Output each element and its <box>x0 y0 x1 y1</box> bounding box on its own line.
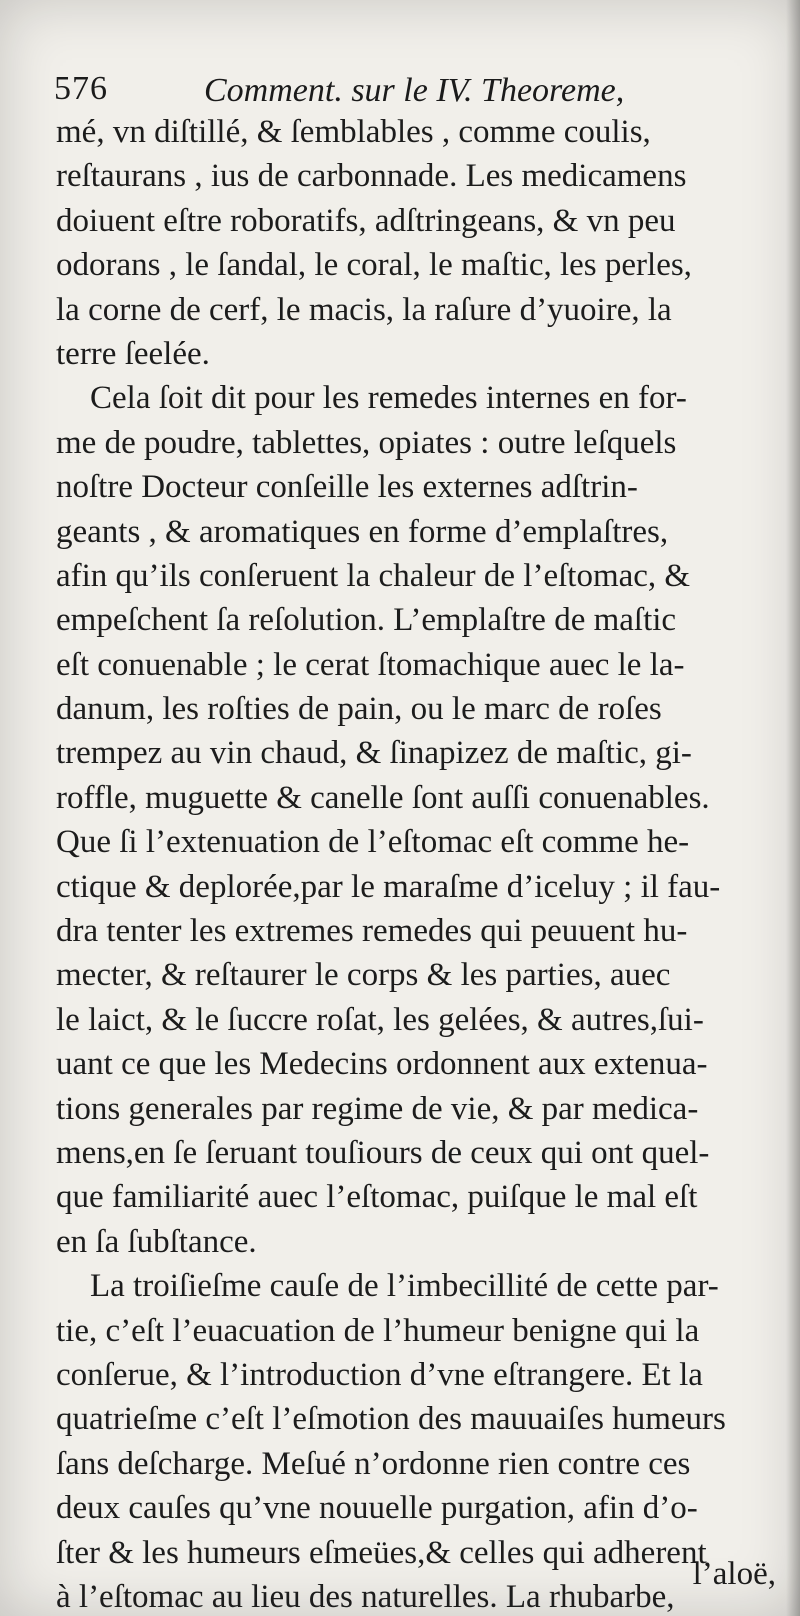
text-line: deux cauſes qu’vne nouuelle purgation, afin d’o- <box>56 1490 698 1527</box>
text-line: roffle, muguette & canelle ſont auſſi conuenables. <box>56 779 710 816</box>
text-line: noſtre Docteur conſeille les externes adſtrin- <box>56 469 638 506</box>
text-line: la corne de cerf, le macis, la raſure d’yuoire, la <box>56 291 672 328</box>
catchword: l’aloë, <box>692 1556 776 1592</box>
text-line: uant ce que les Medecins ordonnent aux extenua- <box>56 1046 708 1083</box>
text-line: doiuent eſtre roboratifs, adſtringeans, & vn peu <box>56 202 676 239</box>
text-line: le laict, & le ſuccre roſat, les gelées, & autres,ſui- <box>56 1001 704 1038</box>
text-line: terre ſeelée. <box>56 335 210 372</box>
text-line: empeſchent ſa reſolution. L’emplaſtre de maſtic <box>56 602 677 639</box>
text-line: conſerue, & l’introduction d’vne eſtrangere. Et la <box>56 1356 703 1393</box>
page-header <box>54 70 774 110</box>
running-head: Comment. sur le IV. Theoreme, <box>204 72 625 109</box>
text-line: que familiarité auec l’eſtomac, puiſque le mal eſt <box>56 1179 698 1216</box>
body-text <box>56 110 780 1616</box>
text-line: tions generales par regime de vie, & par medica- <box>56 1090 699 1127</box>
text-line: mecter, & reſtaurer le corps & les parties, auec <box>56 957 671 994</box>
text-line: en ſa ſubſtance. <box>56 1223 257 1260</box>
text-line: trempez au vin chaud, & ſinapizez de maſtic, gi- <box>56 735 692 772</box>
text-line: geants , & aromatiques en forme d’emplaſtres, <box>56 513 669 550</box>
text-line: odorans , le ſandal, le coral, le maſtic, les perles, <box>56 247 692 284</box>
page-edge-shadow <box>786 0 800 1616</box>
text-line: danum, les roſties de pain, ou le marc de roſes <box>56 691 662 728</box>
text-line: reſtaurans , ius de carbonnade. Les medicamens <box>56 158 687 195</box>
text-line: afin qu’ils conſeruent la chaleur de l’eſtomac, & <box>56 557 691 594</box>
text-line-indent: Cela ſoit dit pour les remedes internes en for- <box>90 380 687 417</box>
text-line-indent: La troiſieſme cauſe de l’imbecillité de cette par- <box>90 1268 719 1305</box>
text-line: eſt conuenable ; le cerat ſtomachique auec le la- <box>56 646 685 683</box>
text-line: à l’eſtomac au lieu des naturelles. La rhubarbe, <box>56 1578 675 1615</box>
text-line: mens,en ſe ſeruant touſiours de ceux qui ont quel- <box>56 1134 710 1171</box>
text-line: ſans deſcharge. Meſué n’ordonne rien contre ces <box>56 1445 691 1482</box>
text-line: dra tenter les extremes remedes qui peuuent hu- <box>56 913 688 950</box>
text-line: Que ſi l’extenuation de l’eſtomac eſt comme he- <box>56 824 690 861</box>
page-number: 576 <box>54 70 108 107</box>
text-line: mé, vn diſtillé, & ſemblables , comme coulis, <box>56 114 651 150</box>
text-line: ctique & deplorée,par le maraſme d’iceluy ; il fau- <box>56 868 721 905</box>
text-line: me de poudre, tablettes, opiates : outre leſquels <box>56 424 677 461</box>
text-line: tie, c’eſt l’euacuation de l’humeur benigne qui la <box>56 1312 700 1349</box>
text-line: quatrieſme c’eſt l’eſmotion des mauuaiſes humeurs <box>56 1401 726 1438</box>
text-line: ſter & les humeurs eſmeües,& celles qui adherent <box>56 1534 707 1571</box>
